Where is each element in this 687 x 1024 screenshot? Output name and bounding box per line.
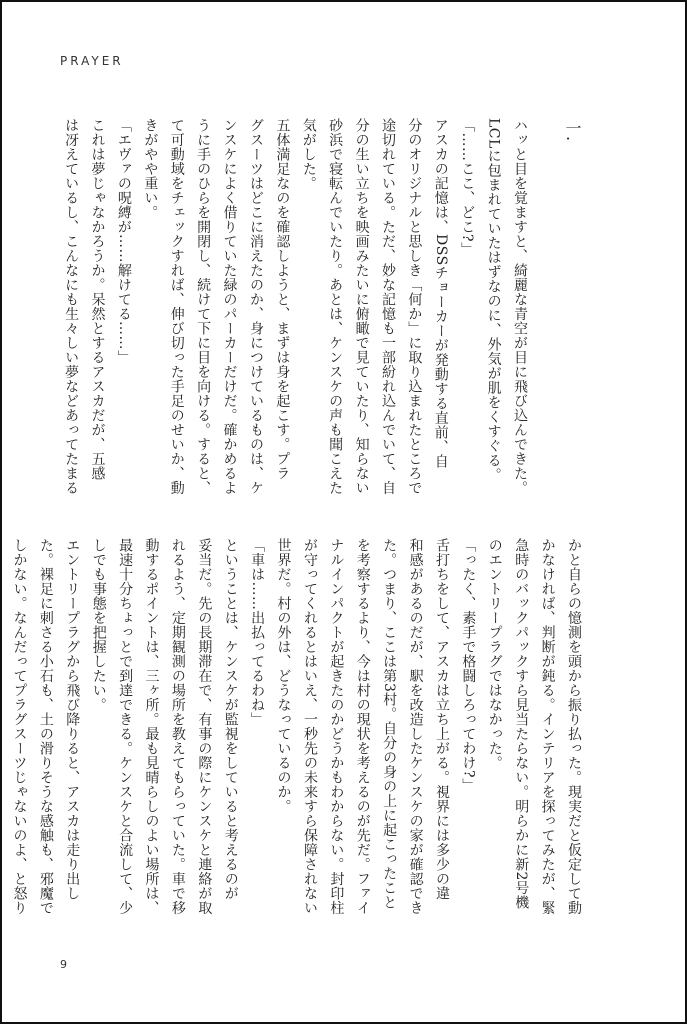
text-line: れるよう、定期観測の場所を教えてもらっていた。車で移 <box>169 538 186 915</box>
text-line: 分のオリジナルと思しき「何か」に取り込まれたところで <box>406 118 423 495</box>
text-line: 世界だ。村の外は、どうなっているのか。 <box>275 538 292 814</box>
text-line: 「……ここ、どこ?」 <box>459 118 476 257</box>
text-line: 砂浜で寝転んでいたり。あとは、ケンスケの声も聞こえた <box>327 118 344 495</box>
text-line: かなければ、判断が鈍る。インテリアを探ってみたが、緊 <box>539 538 556 915</box>
text-line: しでも事態を把握したい。 <box>90 538 107 712</box>
text-line: 気がした。 <box>300 118 317 191</box>
text-line: 急時のバックパックすら見当たらない。明らかに新2号機 <box>513 538 530 910</box>
text-line: ナルインパクトが起きたのかどうかもわからない。封印柱 <box>328 538 345 915</box>
text-line: しかない。なんだってプラグスーツじゃないのよ、と怒り <box>11 538 28 915</box>
text-line: ということは、ケンスケが監視をしていると考えるのが <box>222 538 239 901</box>
upper-text-block <box>60 118 533 506</box>
text-line: を考察するより、今は村の現状を考えるのが先だ。ファイ <box>354 538 371 915</box>
running-title: PRAYER <box>60 54 124 68</box>
text-line: 分の生い立ちを映画みたいに俯瞰で見ていたり、知らない <box>353 118 370 495</box>
text-line: きがやや重い。 <box>142 118 159 220</box>
text-line: うに手のひらを開閉し、続けて下に目を向ける。すると、 <box>195 118 212 495</box>
text-line: アスカの記憶は、DSSチョーカーが発動する直前、自 <box>432 118 449 469</box>
page-number: 9 <box>60 958 67 971</box>
text-line: ンスケによく借りていた緑のパーカーだけだ。確かめるよ <box>221 118 238 495</box>
text-line: 途切れている。ただ、妙な記憶も一部紛れ込んでいて、自 <box>379 118 396 495</box>
text-line: これは夢じゃなかろうか。呆然とするアスカだが、五感 <box>89 118 106 481</box>
lower-text-block <box>11 538 587 942</box>
text-line: 「車は……出払ってるわね」 <box>249 538 266 727</box>
chapter-number: 一. <box>563 120 582 142</box>
text-line: 動するポイントは、三ヶ所。最も見晴らしのよい場所は、 <box>143 538 160 915</box>
text-line: 和感があるのだが、駅を改造したケンスケの家が確認でき <box>407 538 424 915</box>
text-line: LCLに包まれていたはずなのに、外気が肌をくすぐる。 <box>485 118 502 483</box>
text-line: ハッと目を覚ますと、綺麗な青空が目に飛び込んできた。 <box>512 118 528 495</box>
text-line: 舌打ちをして、アスカは立ち上がる。視界には多少の違 <box>433 538 450 901</box>
text-line: た。つまり、ここは第3村。自分の身の上に起こったこと <box>381 538 398 910</box>
text-line: は冴えているし、こんなにも生々しい夢などあってたまる <box>63 118 80 495</box>
text-line: 「エヴァの呪縛が……解けてる……」 <box>115 118 132 365</box>
text-line: エントリープラグから飛び降りると、アスカは走り出し <box>64 538 81 901</box>
text-line: た。裸足に刺さる小石も、土の滑りそうな感触も、邪魔で <box>37 538 54 915</box>
text-line: 五体満足なのを確認しようと、まずは身を起こす。プラ <box>274 118 291 481</box>
text-line: 妥当だ。先の長期滞在で、有事の際にケンスケと連絡が取 <box>196 538 213 915</box>
text-line: 「ったく、素手で格闘しろってわけ?」 <box>460 538 477 793</box>
text-line: て可動域をチェックすれば、伸び切った手足のせいか、動 <box>168 118 185 495</box>
text-line: 最速十分ちょっとで到達できる。ケンスケと合流して、少 <box>117 538 134 915</box>
text-line: が守ってくれるとはいえ、一秒先の未来すら保障されない <box>301 538 318 915</box>
text-line: のエントリープラグではなかった。 <box>486 538 503 770</box>
text-line: かと自らの憶測を頭から振り払った。現実だと仮定して動 <box>566 538 582 915</box>
text-line: グスーツはどこに消えたのか、身につけているものは、ケ <box>247 118 264 495</box>
